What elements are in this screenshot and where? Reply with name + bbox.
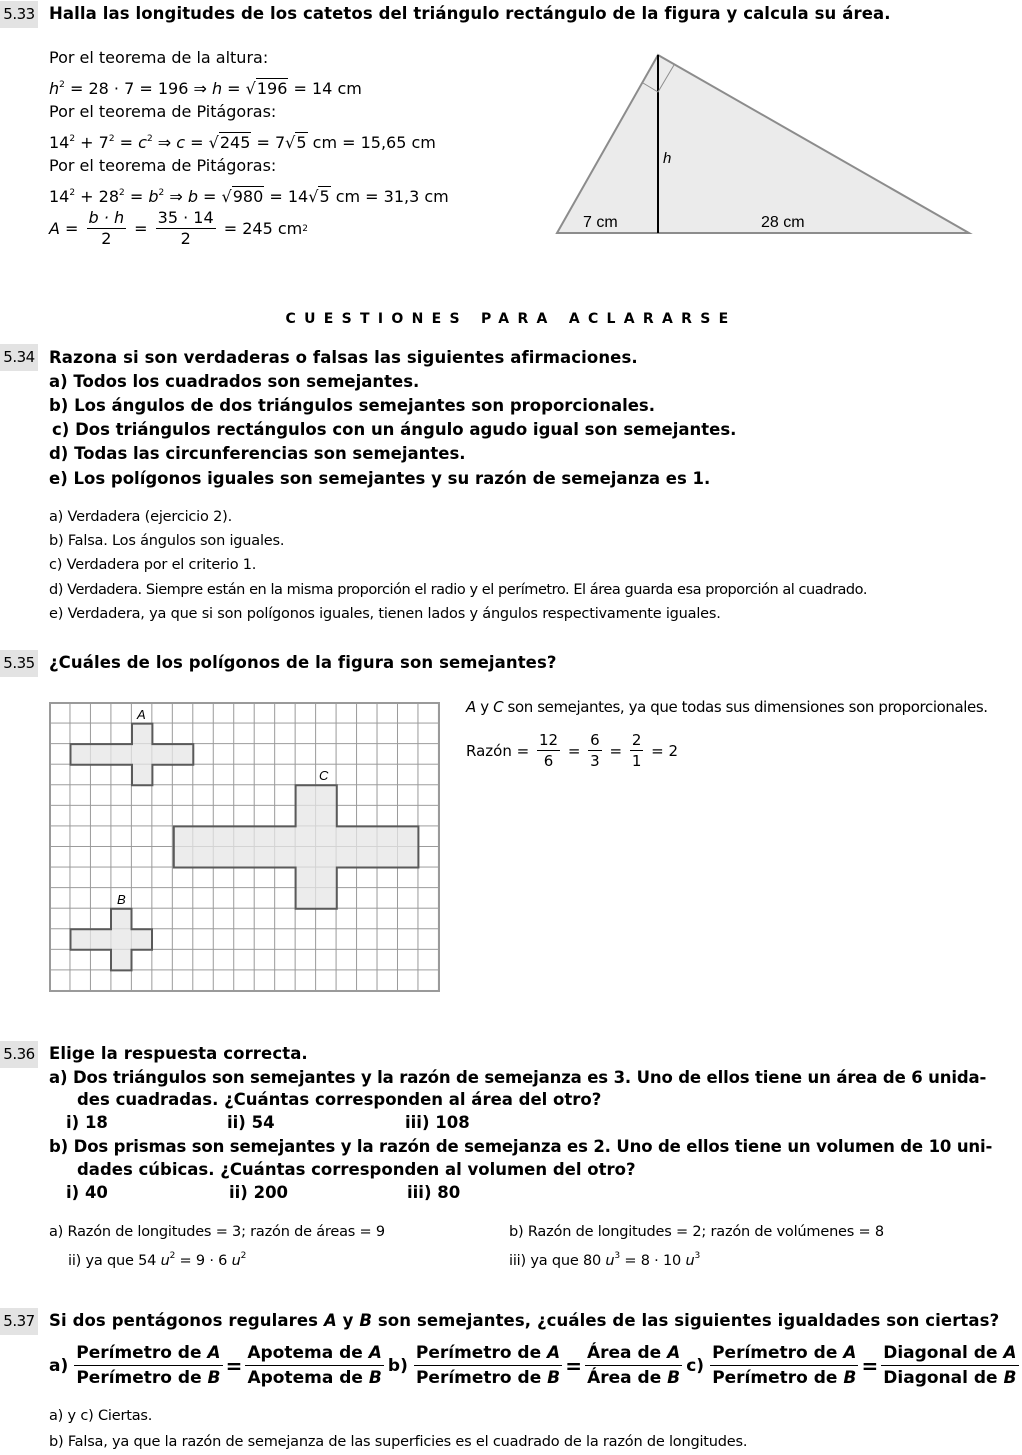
polygon-c-label: C [319, 768, 329, 783]
answer-b-line2: iii) ya que 80 $u^3 = 8 \cdot 10$ $u^3$ [509, 1251, 700, 1269]
height-label: h [663, 150, 672, 167]
exercise-question: Razona si son verdaderas o falsas las siguientes afirmaciones. [49, 348, 638, 367]
exercise-number: 5.34 [0, 344, 38, 371]
answer-b: b) Falsa, ya que la razón de semejanza de las superficies es el cuadrado de la razón de longitudes. [49, 1434, 748, 1450]
segment-label-7cm: 7 cm [583, 214, 618, 231]
right-triangle-figure [540, 40, 1022, 250]
answer-a-line1: a) Razón de longitudes = 3; razón de áreas = 9 [49, 1224, 385, 1240]
option-c-label: c) [686, 1355, 705, 1376]
answer-e: e) Verdadera, ya que si son polígonos iguales, tienen lados y ángulos respectivamente iguales. [49, 606, 721, 622]
statement-d: d) Todas las circunferencias son semejantes. [49, 444, 466, 463]
equalities-row: a) Perímetro de A Perímetro de B = Apotema de A Apotema de B b) Perímetro de A Perímetro de B = Área de A Área de B c) Perímetro de A Perímetro de B = Diagonal de A Diagonal de B [49, 1343, 1017, 1388]
exercise-number: 5.36 [0, 1041, 38, 1068]
polygon-grid-figure [49, 702, 441, 992]
exercise-question: ¿Cuáles de los polígonos de la figura son semejantes? [49, 653, 557, 672]
section-title: CUESTIONES PARA ACLARARSE [285, 311, 737, 327]
solution-line: Por el teorema de Pitágoras: [49, 156, 277, 175]
exercise-question: Elige la respuesta correcta. [49, 1044, 308, 1063]
exercise-number: 5.33 [0, 1, 38, 28]
answer-c: c) Verdadera por el criterio 1. [49, 557, 257, 573]
exercise-number: 5.35 [0, 650, 38, 677]
statement-a: a) Todos los cuadrados son semejantes. [49, 372, 420, 391]
exercise-question: Si dos pentágonos regulares A y B son semejantes, ¿cuáles de las siguientes igualdades son ciertas? [49, 1311, 1000, 1330]
similarity-answer: A y C son semejantes, ya que todas sus dimensiones son proporcionales. [466, 698, 988, 716]
question-b-line2: dades cúbicas. ¿Cuántas corresponden al volumen del otro? [77, 1160, 636, 1179]
option-b-ii: ii) 200 [229, 1183, 289, 1202]
option-a-label: a) [49, 1355, 69, 1376]
solution-line: $14^2 + 28^2 = b^2$ ⇒ b = √980 = 14√5 cm = 31,3 cm [49, 187, 449, 206]
option-b-i: i) 40 [66, 1183, 108, 1202]
option-b-iii: iii) 80 [407, 1183, 461, 1202]
exercise-question: Halla las longitudes de los catetos del triángulo rectángulo de la figura y calcula su área. [49, 4, 891, 23]
answer-ac: a) y c) Ciertas. [49, 1408, 153, 1424]
answer-b-line1: b) Razón de longitudes = 2; razón de volúmenes = 8 [509, 1224, 884, 1240]
solution-line: $14^2 + 7^2 = c^2$ ⇒ c = √245 = 7√5 cm = 15,65 cm [49, 133, 436, 152]
statement-b: b) Los ángulos de dos triángulos semejantes son proporcionales. [49, 396, 656, 415]
ratio-formula: Razón = $\frac{12}{6}$ = $\frac{6}{3}$ = $\frac{2}{1}$ = 2 [466, 731, 679, 770]
question-a-line2: des cuadradas. ¿Cuántas corresponden al área del otro? [77, 1090, 602, 1109]
area-formula: A = $\frac{b \cdot h}{2}$ = $\frac{35 \cdot 14}{2}$ = 245 cm 2 [49, 208, 308, 248]
answer-d: d) Verdadera. Siempre están en la misma proporción el radio y el perímetro. El área guarda esa proporción al cuadrado. [49, 582, 867, 598]
solution-line: Por el teorema de la altura: [49, 48, 269, 67]
solution-line: Por el teorema de Pitágoras: [49, 102, 277, 121]
polygon-b-label: B [117, 892, 126, 907]
solution-line: $h^2 = 28 \cdot 7 = 196$ ⇒ h = √196 = 14 cm [49, 79, 362, 98]
option-b-label: b) [387, 1355, 408, 1376]
segment-label-28cm: 28 cm [761, 214, 805, 231]
polygon-a-label: A [137, 707, 146, 722]
answer-a: a) Verdadera (ejercicio 2). [49, 509, 232, 525]
option-a-ii: ii) 54 [227, 1113, 275, 1132]
option-a-iii: iii) 108 [405, 1113, 470, 1132]
statement-c: c) Dos triángulos rectángulos con un ángulo agudo igual son semejantes. [52, 420, 737, 439]
answer-b: b) Falsa. Los ángulos son iguales. [49, 533, 285, 549]
question-b-line1: b) Dos prismas son semejantes y la razón de semejanza es 2. Uno de ellos tiene un volumen de 10 uni- [49, 1137, 993, 1156]
question-a-line1: a) Dos triángulos son semejantes y la razón de semejanza es 3. Uno de ellos tiene un área de 6 unida- [49, 1068, 987, 1087]
statement-e: e) Los polígonos iguales son semejantes y su razón de semejanza es 1. [49, 469, 711, 488]
answer-a-line2: ii) ya que 54 $u^2 = 9 \cdot 6$ $u^2$ [68, 1251, 247, 1269]
exercise-number: 5.37 [0, 1308, 38, 1335]
option-a-i: i) 18 [66, 1113, 108, 1132]
